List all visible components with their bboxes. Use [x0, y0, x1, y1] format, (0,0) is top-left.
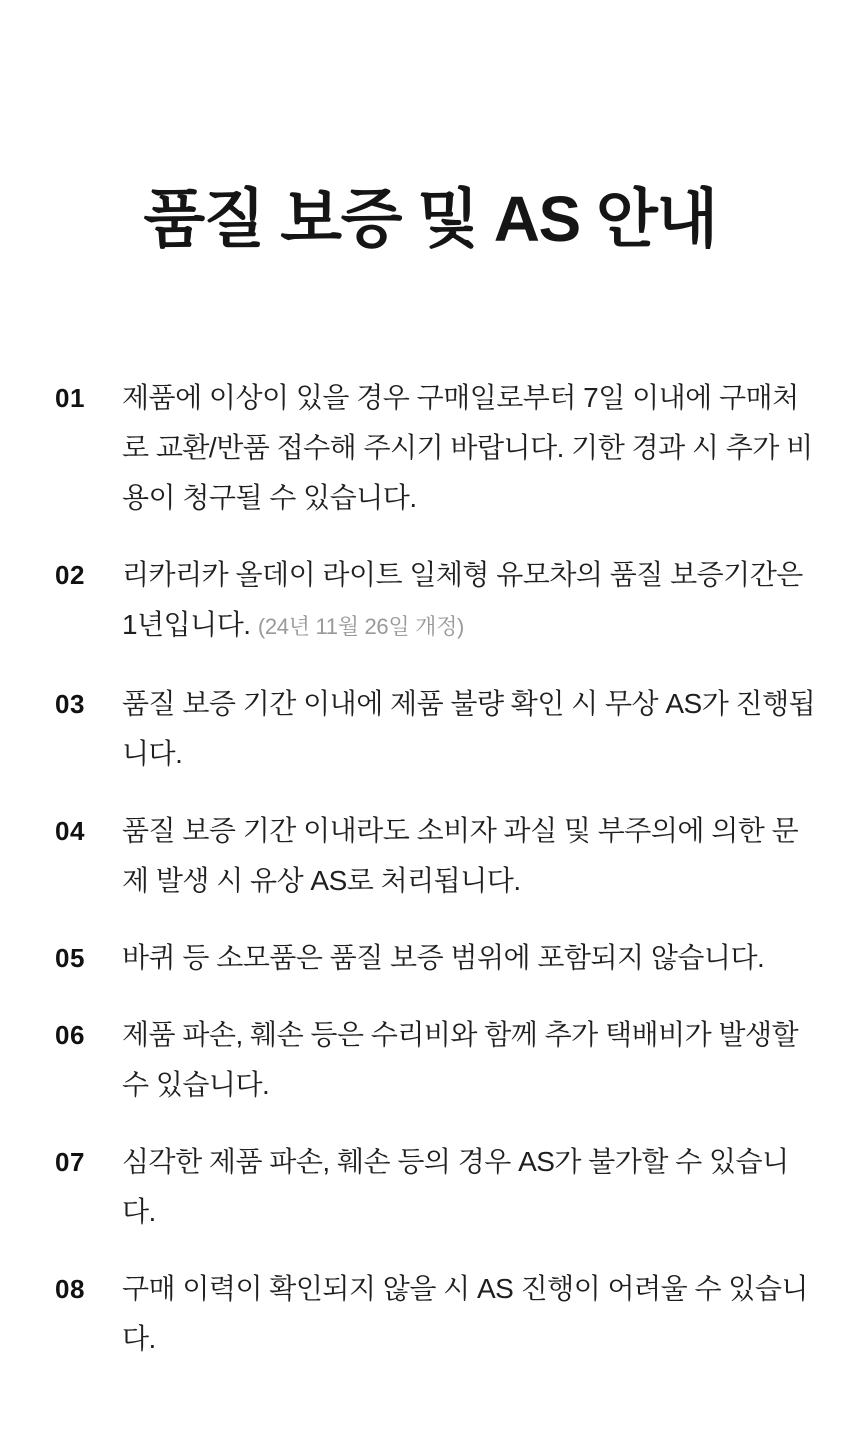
- notice-item-text-main: 리카리카 올데이 라이트 일체형 유모차의 품질 보증기간은 1년입니다.: [122, 559, 803, 641]
- notice-item-text: 품질 보증 기간 이내라도 소비자 과실 및 부주의에 의한 문제 발생 시 유상 AS로 처리됩니다.: [122, 815, 799, 897]
- revision-note: (24년 11월 26일 개정): [257, 614, 465, 640]
- notice-item: [55, 679, 822, 779]
- page-title: 품질 보증 및 AS 안내: [143, 183, 717, 255]
- notice-item-number: 07: [55, 1147, 85, 1178]
- notice-item-number: 02: [55, 560, 85, 591]
- notice-item: [55, 1264, 822, 1364]
- notice-item-number: 04: [55, 816, 85, 847]
- notice-item-text: 제품 파손, 훼손 등은 수리비와 함께 추가 택배비가 발생할 수 있습니다.: [122, 1019, 799, 1101]
- notice-item-number: 06: [55, 1020, 85, 1051]
- notice-item: [55, 1137, 822, 1237]
- notice-item: [55, 1010, 822, 1110]
- notice-item-number: 08: [55, 1274, 85, 1305]
- notice-item-number: 01: [55, 383, 85, 414]
- notice-item-number: 05: [55, 943, 85, 974]
- notice-item-number: 03: [55, 689, 85, 720]
- notice-item-text: 심각한 제품 파손, 훼손 등의 경우 AS가 불가할 수 있습니다.: [122, 1146, 789, 1228]
- notice-item: [55, 373, 822, 523]
- notice-item-text: 구매 이력이 확인되지 않을 시 AS 진행이 어려울 수 있습니다.: [122, 1273, 808, 1355]
- notice-list: [0, 373, 860, 1364]
- notice-item: [55, 550, 822, 652]
- notice-item: [55, 806, 822, 906]
- notice-item-text: 제품에 이상이 있을 경우 구매일로부터 7일 이내에 구매처로 교환/반품 접수해 주시기 바랍니다. 기한 경과 시 추가 비용이 청구될 수 있습니다.: [122, 382, 813, 514]
- notice-item-text: [122, 550, 822, 652]
- notice-item: [55, 933, 822, 983]
- notice-item-text: 품질 보증 기간 이내에 제품 불량 확인 시 무상 AS가 진행됩니다.: [122, 688, 816, 770]
- notice-item-text: 바퀴 등 소모품은 품질 보증 범위에 포함되지 않습니다.: [122, 942, 765, 974]
